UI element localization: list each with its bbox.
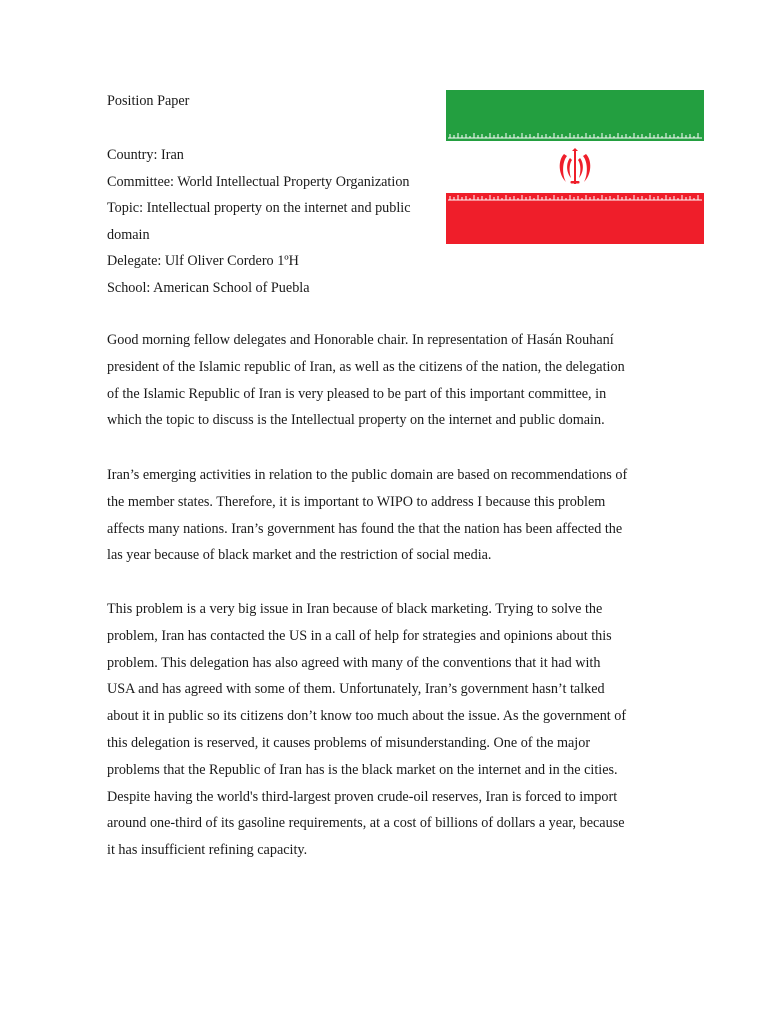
delegate-line: Delegate: Ulf Oliver Cordero 1ºH	[107, 253, 299, 269]
school-line: School: American School of Puebla	[107, 280, 310, 296]
paragraph-line: this delegation is reserved, it causes problems of misunderstanding. One of the major	[107, 734, 591, 751]
paragraph-line: problems that the Republic of Iran has is the black market on the internet and in the cities.	[107, 761, 618, 778]
paragraph-line: around one-third of its gasoline requirements, at a cost of billions of dollars a year, because	[107, 815, 625, 832]
topic-line: Topic: Intellectual property on the internet and public	[107, 200, 411, 216]
paragraph-line: the member states. Therefore, it is important to WIPO to address I because this problem	[107, 493, 606, 510]
paragraph-activities	[107, 462, 667, 569]
paragraph-line: president of the Islamic republic of Iran, as well as the citizens of the nation, the delegation	[107, 358, 625, 375]
paragraph-line: which the topic to discuss is the Intellectual property on the internet and public domain.	[107, 412, 605, 429]
paragraph-line: of the Islamic Republic of Iran is very pleased to be part of this important committee, in	[107, 385, 607, 402]
document-title: Position Paper	[107, 93, 190, 109]
paragraph-problem	[107, 596, 667, 864]
paragraph-line: about it in public so its citizens don’t know too much about the issue. As the government of	[107, 708, 627, 725]
paragraph-line: affects many nations. Iran’s government has found the that the nation has been affected the	[107, 520, 623, 537]
committee-line: Committee: World Intellectual Property Organization	[107, 174, 410, 190]
country-line: Country: Iran	[107, 147, 184, 163]
paragraph-line: This problem is a very big issue in Iran because of black marketing. Trying to solve the	[107, 601, 603, 617]
paragraph-line: it has insufficient refining capacity.	[107, 842, 308, 859]
iran-flag-icon	[446, 90, 704, 244]
paragraph-line: USA and has agreed with some of them. Unfortunately, Iran’s government hasn’t talked	[107, 681, 605, 698]
flag-takbir-bottom-icon	[446, 193, 704, 203]
paragraph-line: problem. This delegation has also agreed with many of the conventions that it had with	[107, 654, 601, 671]
paragraph-line: las year because of black market and the restriction of social media.	[107, 547, 492, 564]
flag-emblem-icon	[556, 148, 594, 188]
flag-takbir-top-icon	[446, 131, 704, 141]
paragraph-line: Good morning fellow delegates and Honorable chair. In representation of Hasán Rouhaní	[107, 332, 614, 348]
paragraph-line: Iran’s emerging activities in relation to the public domain are based on recommendations of	[107, 467, 628, 483]
paragraph-introduction	[107, 327, 667, 434]
topic-line-continued: domain	[107, 227, 150, 243]
paragraph-line: Despite having the world's third-largest proven crude-oil reserves, Iran is forced to import	[107, 788, 618, 805]
paragraph-line: problem, Iran has contacted the US in a call of help for strategies and opinions about this	[107, 627, 612, 644]
